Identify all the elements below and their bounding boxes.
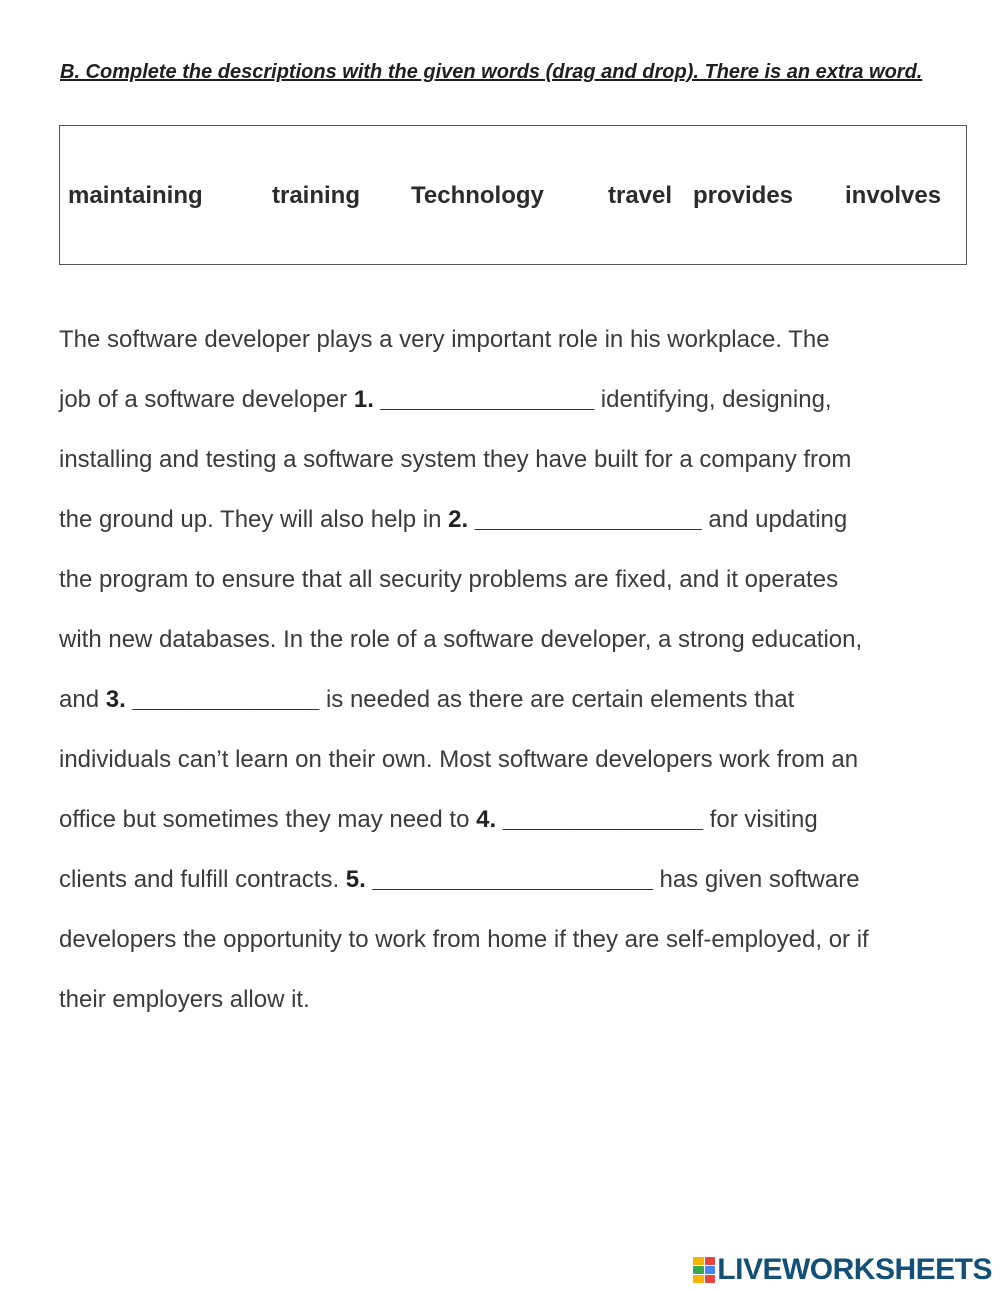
passage-line: developers the opportunity to work from home if they are self-employed, or if — [59, 926, 869, 953]
passage — [59, 320, 959, 1040]
passage-line: clients and fulfill contracts. 5. _____________________ has given software — [59, 866, 860, 893]
passage-line: their employers allow it. — [59, 986, 310, 1013]
word-tile-provides[interactable]: provides — [693, 182, 794, 209]
blank-number-1: 1. — [353, 386, 374, 413]
passage-line: installing and testing a software system they have built for a company from — [59, 446, 852, 473]
word-tile-maintaining[interactable]: maintaining — [68, 182, 203, 209]
drop-blank-4[interactable]: _______________ — [502, 806, 704, 833]
instruction-text: B. Complete the descriptions with the given words (drag and drop). There is an extra word. — [60, 61, 923, 83]
word-tile-technology[interactable]: Technology — [411, 182, 544, 209]
word-bank — [59, 125, 967, 265]
passage-line: office but sometimes they may need to 4. _______________ for visiting — [59, 806, 818, 833]
liveworksheets-logo-icon — [693, 1257, 715, 1283]
passage-line: The software developer plays a very important role in his workplace. The — [59, 326, 830, 353]
passage-line: job of a software developer 1. ________________ identifying, designing, — [59, 386, 832, 413]
drop-blank-1[interactable]: ________________ — [380, 386, 595, 413]
passage-line: the program to ensure that all security problems are fixed, and it operates — [59, 566, 839, 593]
logo-text: LIVEWORKSHEETS — [717, 1253, 992, 1286]
word-tile-training[interactable]: training — [272, 182, 360, 209]
blank-number-5: 5. — [345, 866, 366, 893]
passage-line: with new databases. In the role of a software developer, a strong education, — [59, 626, 863, 653]
drop-blank-5[interactable]: _____________________ — [372, 866, 653, 893]
blank-number-2: 2. — [448, 506, 469, 533]
drop-blank-2[interactable]: _________________ — [474, 506, 702, 533]
liveworksheets-logo — [693, 1252, 992, 1288]
drop-blank-3[interactable]: ______________ — [132, 686, 320, 713]
passage-line: individuals can’t learn on their own. Most software developers work from an — [59, 746, 859, 773]
word-tile-involves[interactable]: involves — [845, 182, 942, 209]
word-tile-travel[interactable]: travel — [608, 182, 673, 209]
blank-number-3: 3. — [105, 686, 126, 713]
passage-line: and 3. ______________ is needed as there are certain elements that — [59, 686, 795, 713]
blank-number-4: 4. — [476, 806, 497, 833]
passage-line: the ground up. They will also help in 2. _________________ and updating — [59, 506, 848, 533]
